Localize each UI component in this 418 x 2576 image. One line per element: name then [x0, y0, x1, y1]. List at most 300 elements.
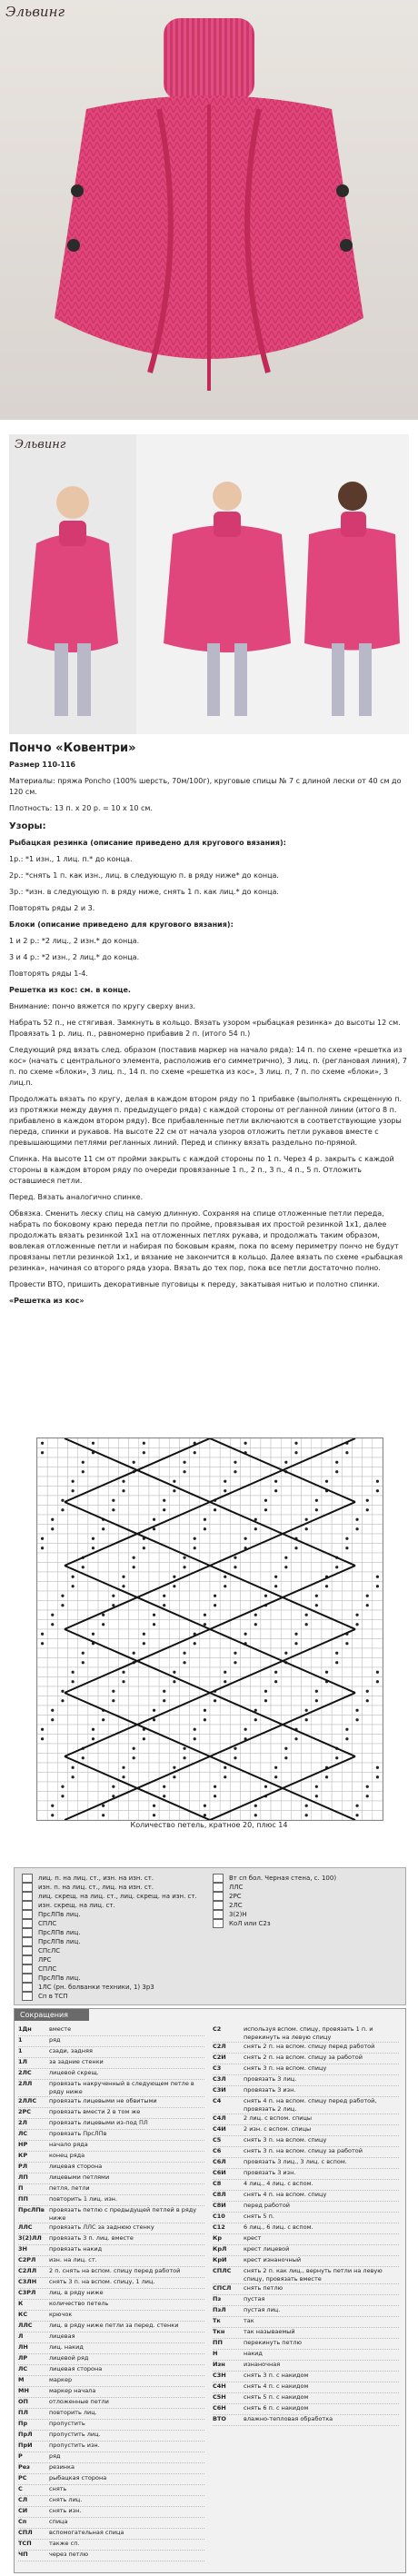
abbreviation-key: С8Л [213, 2191, 226, 2198]
abbreviation-row [213, 2180, 399, 2191]
abbreviation-key: 1 [18, 2047, 23, 2054]
abbreviation-value: количество петель [49, 2300, 109, 2307]
chart-purl-dot [163, 1499, 165, 1502]
abbreviation-value: используя вспом. спицу, провязать 1 п. и перекинуть на левую спицу [244, 2025, 373, 2041]
abbreviation-key: Пз [213, 2295, 222, 2302]
abbreviation-row [18, 2256, 204, 2267]
chart-purl-dot [204, 1805, 206, 1807]
chart-purl-dot [294, 1642, 297, 1645]
abbreviation-value: провязать накрученный в следующем петле в ряду ниже [49, 2080, 194, 2095]
chart-purl-dot [153, 1527, 155, 1530]
legend-item [213, 1883, 243, 1892]
abbreviation-value: снять петлю [244, 2284, 284, 2292]
chart-purl-dot [153, 1805, 155, 1807]
abbreviation-row [18, 2540, 204, 2551]
abbreviation-key: СЛ [18, 2496, 28, 2503]
abbreviation-key: Рез [18, 2463, 30, 2471]
chart-purl-dot [72, 1671, 75, 1674]
abbreviation-value: ряд [49, 2036, 61, 2044]
chart-purl-dot [122, 1489, 124, 1492]
abbreviation-value: снять 4 п. на вспом. спицу [244, 2191, 327, 2198]
chart-purl-dot [72, 1585, 75, 1587]
abbreviation-key: 3Н [18, 2245, 27, 2253]
chart-purl-dot [284, 1557, 287, 1559]
abbreviation-value: провязать накид [49, 2245, 103, 2253]
abbreviation-row [18, 2322, 204, 2332]
abbreviation-value: провязать 3 изн. [244, 2169, 296, 2176]
legend-label: изн. скрещ. на лиц. ст. [38, 1902, 115, 1909]
abbreviations-left-column [18, 2025, 204, 2561]
legend-label: СПЛС [38, 1965, 57, 1973]
chart-purl-dot [366, 1604, 369, 1606]
chart-purl-dot [173, 1480, 175, 1483]
chart-purl-dot [214, 1699, 216, 1702]
abbreviation-row [18, 2223, 204, 2234]
abbreviation-row [213, 2234, 399, 2245]
abbreviation-row [18, 2496, 204, 2507]
abbreviation-value: снять 2 п. как лиц., вернуть петли на левую спицу, провязать вместе [244, 2267, 383, 2283]
chart-purl-dot [224, 1775, 226, 1778]
abbreviation-key: ЛЛС [18, 2322, 33, 2329]
abbreviation-row [18, 2354, 204, 2365]
chart-purl-dot [214, 1785, 216, 1788]
child-photos [9, 434, 409, 734]
abbreviation-key: 1 [18, 2036, 23, 2044]
chart-purl-dot [41, 1633, 44, 1636]
abbreviation-row [18, 2141, 204, 2152]
chart-purl-dot [224, 1671, 226, 1674]
chart-purl-dot [41, 1642, 44, 1645]
abbreviation-row [18, 2267, 204, 2278]
chart-purl-dot [294, 1451, 297, 1454]
abbreviation-key: ЛП [18, 2173, 28, 2181]
chart-purl-dot [305, 1518, 308, 1521]
pattern-title: Пончо «Ковентри» [9, 741, 136, 755]
rib-row-1: 1р.: *1 изн., 1 лиц. п.* до конца. [9, 855, 133, 863]
chart-purl-dot [122, 1576, 124, 1578]
abbreviation-key: С4Л [213, 2114, 226, 2122]
chart-purl-dot [153, 1614, 155, 1616]
chart-purl-dot [376, 1775, 379, 1778]
chart-purl-dot [264, 1785, 267, 1788]
product-photo-child [9, 434, 409, 734]
chart-purl-dot [112, 1499, 114, 1502]
abbreviation-value: провязать 3 п. лиц. вместе [49, 2234, 134, 2242]
abbreviation-row [18, 2195, 204, 2206]
chart-purl-dot [133, 1557, 135, 1559]
abbreviation-row [18, 2431, 204, 2442]
chart-purl-dot [82, 1470, 85, 1473]
chart-purl-dot [51, 1718, 54, 1721]
legend-item [213, 1874, 336, 1883]
legend-item [22, 1892, 197, 1901]
abbreviation-value: лицевая [49, 2332, 75, 2340]
abbreviation-key: 2Л [18, 2119, 27, 2126]
garter: Решетка из кос: см. в конце. [9, 986, 131, 994]
chart-purl-dot [92, 1737, 95, 1740]
rib-row-4: Повторять ряды 2 и 3. [9, 904, 95, 912]
chart-purl-dot [224, 1766, 226, 1769]
abbreviation-row [213, 2256, 399, 2267]
chart-purl-dot [163, 1690, 165, 1693]
chart-purl-dot [133, 1652, 135, 1655]
abbreviation-row [213, 2404, 399, 2415]
abbreviation-value: снять 4 п. на вспом. спицу перед работой, провязать 2 лиц. [244, 2097, 377, 2113]
chart-purl-dot [204, 1814, 206, 1816]
abbreviation-value: сзади, задняя [49, 2047, 93, 2054]
legend-item [22, 1992, 67, 2001]
chart-purl-dot [51, 1614, 54, 1616]
abbreviation-row [213, 2169, 399, 2180]
abbreviation-key: ЛЛС [18, 2223, 33, 2231]
chart-purl-dot [112, 1604, 114, 1606]
legend-label: лиц. скрещ. на лиц. ст., лиц. скрещ. на изн. ст. [38, 1893, 197, 1900]
chart-purl-dot [112, 1690, 114, 1693]
chart-purl-dot [102, 1623, 104, 1626]
chart-purl-dot [122, 1480, 124, 1483]
chart-purl-dot [244, 1728, 247, 1731]
abbreviation-row [18, 2206, 204, 2223]
chart-purl-dot [163, 1699, 165, 1702]
abbreviation-key: С2РЛ [18, 2256, 36, 2263]
chart-purl-dot [92, 1728, 95, 1731]
legend-symbol-icon [22, 1892, 33, 1901]
chart-purl-dot [224, 1576, 226, 1578]
chart-purl-dot [82, 1461, 85, 1464]
chart-purl-dot [254, 1614, 257, 1616]
chart-purl-dot [315, 1595, 318, 1597]
abbreviation-value: изнаночная [244, 2361, 281, 2368]
abbreviation-value: провязать вмести 2 в том же [49, 2108, 141, 2115]
chart-purl-dot [214, 1795, 216, 1797]
chart-purl-dot [153, 1709, 155, 1712]
abbreviation-row [213, 2306, 399, 2317]
legend-item [213, 1892, 242, 1901]
chart-purl-dot [376, 1489, 379, 1492]
chart-purl-dot [274, 1480, 277, 1483]
abbreviation-row [213, 2415, 399, 2426]
chart-purl-dot [61, 1499, 64, 1502]
abbreviation-value: конец ряда [49, 2152, 85, 2159]
abbreviation-key: ЛР [18, 2354, 28, 2362]
abbreviation-row [213, 2114, 399, 2125]
legend-symbol-icon [22, 1910, 33, 1919]
chart-purl-dot [82, 1756, 85, 1759]
chart-purl-dot [224, 1680, 226, 1683]
legend-item [213, 1919, 271, 1928]
abbreviation-value: повторить 1 лиц. изн. [49, 2195, 117, 2203]
chart-purl-dot [194, 1547, 196, 1549]
abbreviation-key: ЛС [18, 2365, 28, 2372]
para-3: Продолжать вязать по кругу, делая в каждом втором ряду по 1 прибавке (выполнять скрещенную п. из протяжки между двумя п. предыдущего ряда) с каждой стороны от регланной линии (итого 8 п. прибавлено в каждом втором ряду). Все прибавленные петли включаются в соответствующие узоры переда, спинки и рукавов. На высоте 22 см от начала узоров отложить петли рукавов вместе с превышающими петлями регланных линий. Перед и спинку вязать раздельно по-прямой. [9, 1095, 402, 1147]
abbreviation-row [213, 2191, 399, 2202]
abbreviation-value: повторить лиц. [49, 2409, 97, 2416]
abbreviation-row [18, 2529, 204, 2540]
chart-purl-dot [305, 1527, 308, 1530]
legend-symbol-icon [213, 1901, 224, 1910]
chart-purl-dot [325, 1585, 328, 1587]
chart-purl-dot [194, 1642, 196, 1645]
final-instructions: Провести ВТО, пришить декоративные пуговицы к переду, закатывая нитью и полотно спинки. [9, 1280, 380, 1288]
chart-purl-dot [112, 1595, 114, 1597]
abbreviation-row [18, 2518, 204, 2529]
abbreviation-row [213, 2267, 399, 2284]
para-1: Набрать 52 п., не стягивая. Замкнуть в кольцо. Вязать узором «рыбацкая резинка» до высоты 12 см. Провязать 1 р. лиц. п., равномерно прибавив 2 п. (итого 54 п.) [9, 1019, 401, 1038]
chart-purl-dot [51, 1518, 54, 1521]
chart-purl-dot [254, 1518, 257, 1521]
legend-label: ПрсЛПв лиц. [38, 1938, 81, 1945]
chart-purl-dot [315, 1604, 318, 1606]
chart-purl-dot [143, 1547, 145, 1549]
chart-purl-dot [72, 1489, 75, 1492]
abbreviation-key: С8 [213, 2180, 222, 2187]
chart-purl-dot [284, 1747, 287, 1750]
abbreviation-key: С3ЛН [18, 2278, 37, 2285]
legend-symbol-icon [22, 1992, 33, 2001]
abbreviation-value: ряд [49, 2452, 61, 2460]
legend-label: 3(2)Н [229, 1911, 247, 1918]
abbreviation-value: перед работой [244, 2202, 291, 2209]
chart-purl-dot [274, 1576, 277, 1578]
chart-purl-dot [274, 1489, 277, 1492]
chart-purl-dot [335, 1756, 338, 1759]
chart-purl-dot [112, 1785, 114, 1788]
chart-purl-dot [264, 1690, 267, 1693]
abbreviation-key: С2Л [213, 2043, 226, 2050]
abbreviation-value: пропустить [49, 2420, 85, 2427]
abbreviation-key: С4И [213, 2125, 226, 2133]
chart-purl-dot [376, 1766, 379, 1769]
abbreviation-key: 2ЛЛС [18, 2097, 37, 2104]
legend-label: ЛЛС [229, 1884, 244, 1891]
chart-purl-dot [224, 1585, 226, 1587]
chart-purl-dot [355, 1709, 358, 1712]
abbreviation-row [18, 2234, 204, 2245]
materials: Материалы: пряжа Poncho (100% шерсть, 70м/100г), круговые спицы № 7 с длиной лески от 40 см до 120 см. [9, 777, 402, 796]
chart-purl-dot [204, 1718, 206, 1721]
chart-purl-dot [163, 1508, 165, 1511]
chart-purl-dot [41, 1728, 44, 1731]
abbreviation-row [213, 2393, 399, 2404]
abbreviation-value: лицевой скрещ. [49, 2069, 99, 2076]
abbreviation-row [18, 2069, 204, 2080]
chart-purl-dot [244, 1442, 247, 1445]
chart-purl-dot [72, 1766, 75, 1769]
abbreviation-row [213, 2025, 399, 2043]
abbreviations-header: Сокращения [15, 2009, 89, 2021]
abbreviation-key: 3(2)ЛЛ [18, 2234, 42, 2242]
abbreviation-value: снять 3 п. на вспом. спицу за работой [244, 2147, 363, 2154]
legend-label: лиц. п. на лиц. ст., изн. на изн. ст. [38, 1875, 154, 1882]
chart-purl-dot [376, 1480, 379, 1483]
abbreviation-row [18, 2173, 204, 2184]
abbreviation-value: снять 5 п. с накидом [244, 2393, 309, 2401]
abbreviation-value: лицевыми петлями [49, 2173, 110, 2181]
abbreviation-value: лиц. в ряду ниже петли за перед. стенки [49, 2322, 179, 2329]
abbreviation-row [213, 2361, 399, 2372]
abbreviation-row [18, 2278, 204, 2289]
chart-purl-dot [305, 1718, 308, 1721]
abbreviation-key: Р [18, 2452, 23, 2460]
abbreviation-row [213, 2328, 399, 2339]
legend-item [22, 1964, 56, 1974]
abbreviation-value: отложенные петли [49, 2398, 109, 2405]
abbreviation-row [18, 2058, 204, 2069]
chart-purl-dot [244, 1633, 247, 1636]
legend-symbol-icon [22, 1874, 33, 1883]
chart-purl-dot [315, 1508, 318, 1511]
chart-purl-dot [234, 1461, 236, 1464]
chart-purl-dot [122, 1671, 124, 1674]
abbreviation-value: начало ряда [49, 2141, 88, 2148]
abbreviation-row [213, 2054, 399, 2064]
chart-purl-dot [143, 1642, 145, 1645]
legend-item [22, 1919, 56, 1928]
chart-purl-dot [163, 1795, 165, 1797]
abbreviation-key: С10 [213, 2213, 225, 2220]
abbreviation-key: ЛН [18, 2343, 28, 2351]
chart-purl-dot [315, 1499, 318, 1502]
chart-purl-dot [122, 1766, 124, 1769]
legend-label: КоЛ или С2з [229, 1920, 271, 1927]
chart-purl-dot [234, 1566, 236, 1568]
chart-purl-dot [345, 1537, 348, 1540]
chart-purl-dot [61, 1690, 64, 1693]
chart-purl-dot [366, 1795, 369, 1797]
abbreviation-key: КР [18, 2152, 28, 2159]
chart-purl-dot [112, 1699, 114, 1702]
legend-symbol-icon [22, 1955, 33, 1964]
legend-symbol-icon [22, 1964, 33, 1974]
abbreviation-key: С6Н [213, 2404, 226, 2412]
abbreviation-value: крест изнаночный [244, 2256, 302, 2263]
chart-purl-dot [274, 1680, 277, 1683]
chart-purl-dot [315, 1795, 318, 1797]
rib-heading: Рыбацкая резинка (описание приведено для кругового вязания): [9, 839, 286, 847]
abbreviation-value: 2 п. снять на вспом. спицу перед работой [49, 2267, 181, 2274]
blocks-row-3: Повторять ряды 1-4. [9, 970, 88, 978]
abbreviation-key: С5 [213, 2136, 222, 2143]
chart-purl-dot [194, 1537, 196, 1540]
abbreviation-key: Сп [18, 2518, 27, 2525]
chart-purl-dot [112, 1795, 114, 1797]
abbreviation-key: Кр [213, 2234, 222, 2242]
abbreviation-value: 2 лиц. с вспом. спицы [244, 2114, 313, 2122]
abbreviation-key: ЛС [18, 2130, 28, 2137]
abbreviation-value: изн. на лиц. ст. [49, 2256, 97, 2263]
abbreviation-row [213, 2372, 399, 2382]
abbreviation-value: вспомогательная спица [49, 2529, 124, 2536]
abbreviation-row [18, 2485, 204, 2496]
chart-purl-dot [51, 1527, 54, 1530]
abbreviation-key: К [18, 2300, 24, 2307]
abbreviation-value: провязать 3 лиц., 3 лиц. с вспом. [244, 2158, 347, 2165]
chart-purl-dot [284, 1461, 287, 1464]
abbreviation-value: влажно-тепловая обработка [244, 2415, 333, 2422]
abbreviation-value: 4 лиц., 4 лиц. с вспом. [244, 2180, 314, 2187]
chart-purl-dot [234, 1557, 236, 1559]
abbreviation-row [213, 2158, 399, 2169]
chart-purl-dot [153, 1814, 155, 1816]
abbreviation-value: снять 3 п. с накидом [244, 2372, 309, 2379]
legend-label: 1ЛС (рн. болванки техники, 1) 3р3 [38, 1984, 154, 1991]
abbreviation-key: ПП [213, 2339, 223, 2346]
legend-symbol-icon [213, 1910, 224, 1919]
abbreviation-row [18, 2409, 204, 2420]
abbreviation-key: С8И [213, 2202, 226, 2209]
chart-purl-dot [355, 1805, 358, 1807]
chart-purl-dot [204, 1614, 206, 1616]
abbreviation-key: СПЛС [213, 2267, 232, 2274]
abbreviation-value: так называемый [244, 2328, 295, 2335]
chart-purl-dot [366, 1499, 369, 1502]
chart-purl-dot [183, 1566, 185, 1568]
chart-purl-dot [274, 1766, 277, 1769]
chart-purl-dot [234, 1747, 236, 1750]
chart-purl-dot [183, 1461, 185, 1464]
abbreviation-row [18, 2474, 204, 2485]
chart-purl-dot [264, 1595, 267, 1597]
chart-purl-dot [355, 1614, 358, 1616]
abbreviation-value: провязать 3 изн. [244, 2086, 296, 2094]
legend-item [213, 1910, 247, 1919]
abbreviation-row [213, 2147, 399, 2158]
chart-purl-dot [183, 1557, 185, 1559]
chart-purl-dot [254, 1527, 257, 1530]
abbreviation-key: 1Дн [18, 2025, 32, 2033]
abbreviation-row [213, 2245, 399, 2256]
abbreviation-row [213, 2064, 399, 2075]
abbreviation-key: ТСП [18, 2540, 32, 2547]
abbreviation-row [213, 2043, 399, 2054]
legend-label: СПсЛС [38, 1947, 61, 1954]
legend-symbol-icon [22, 1946, 33, 1955]
chart-purl-dot [376, 1671, 379, 1674]
chart-purl-dot [183, 1470, 185, 1473]
abbreviation-row [213, 2350, 399, 2361]
abbreviation-row [18, 2420, 204, 2431]
abbreviation-key: 1Л [18, 2058, 27, 2065]
abbreviation-row [18, 2463, 204, 2474]
chart-grid [37, 1438, 383, 1820]
rib-row-2: 2р.: *снять 1 п. как изн., лиц. в следующую п. в ряду ниже* до конца. [9, 871, 279, 880]
blocks-heading: Блоки (описание приведено для кругового вязания): [9, 920, 234, 929]
abbreviation-value: так [244, 2317, 254, 2324]
abbreviation-key: С2И [213, 2054, 226, 2061]
chart-purl-dot [366, 1508, 369, 1511]
abbreviation-row [213, 2284, 399, 2295]
abbreviation-key: КС [18, 2311, 28, 2318]
chart-purl-dot [214, 1595, 216, 1597]
abbreviation-value: лицевая сторона [49, 2163, 103, 2170]
abbreviation-value: пустая [244, 2295, 265, 2302]
abbreviation-value: снять 6 п. с накидом [244, 2404, 309, 2412]
chart-purl-dot [143, 1442, 145, 1445]
legend-symbol-icon [213, 1883, 224, 1892]
chart-title: «Решетка из кос» [9, 1297, 85, 1305]
abbreviation-value: снять [49, 2485, 67, 2492]
abbreviation-value: перекинуть петлю [244, 2339, 302, 2346]
chart-purl-dot [51, 1623, 54, 1626]
abbreviation-row [213, 2075, 399, 2086]
abbreviation-value: петля, петли [49, 2184, 90, 2192]
abbreviation-key: С3 [213, 2064, 222, 2072]
legend-label: 2РС [229, 1893, 242, 1900]
legend-item [22, 1955, 51, 1964]
chart-purl-dot [325, 1671, 328, 1674]
chart-purl-dot [133, 1747, 135, 1750]
abbreviation-value: лиц. в ряду ниже [49, 2289, 104, 2296]
